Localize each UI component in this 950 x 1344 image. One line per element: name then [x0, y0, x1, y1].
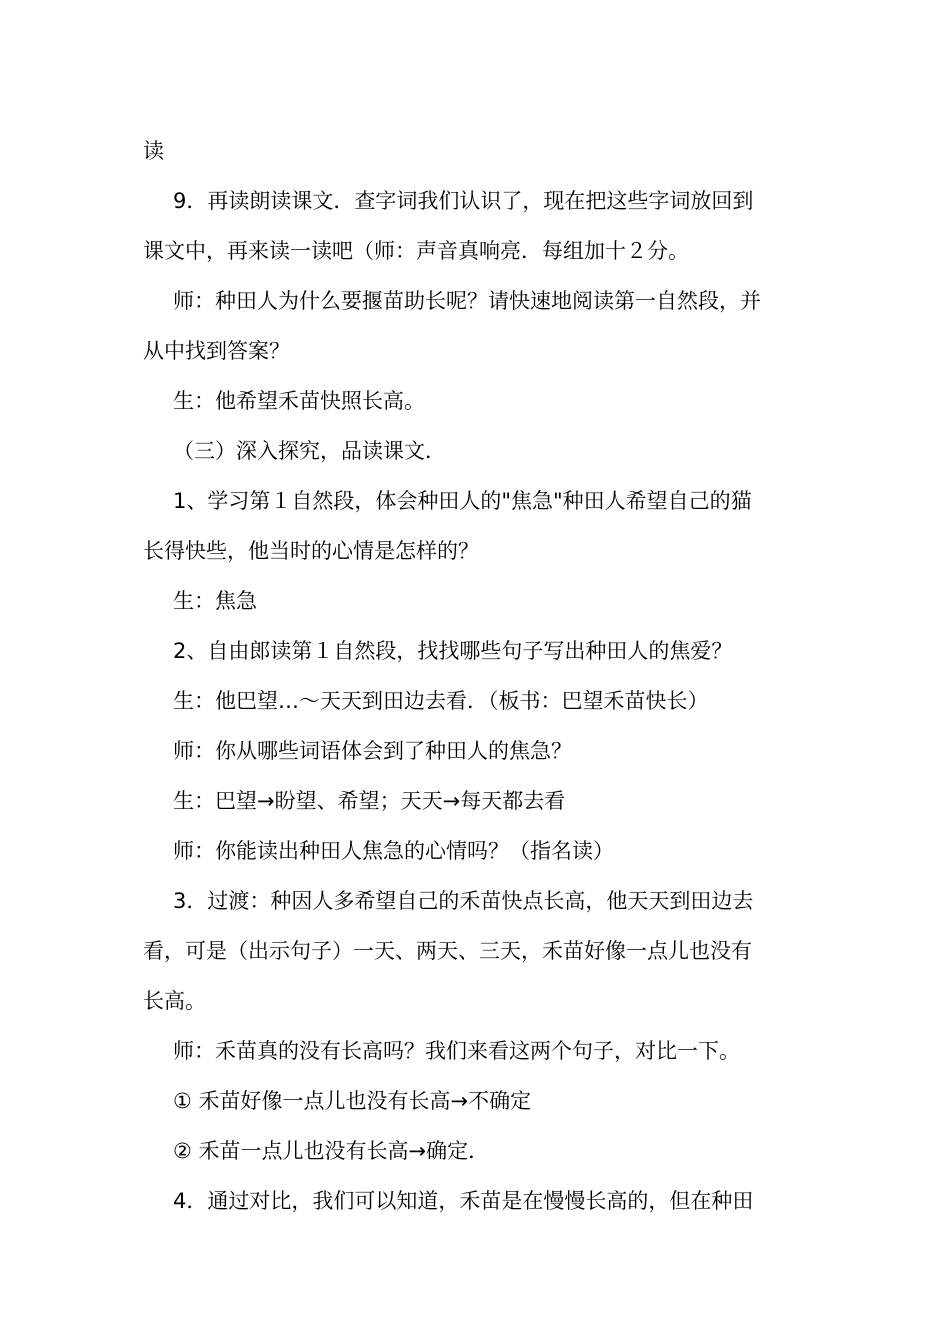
text-line: （三）深入探究，品读课文． — [173, 439, 446, 463]
text-line: 师：你从哪些词语体会到了种田人的焦急？ — [173, 739, 572, 763]
text-line: ① 禾苗好像一点儿也没有长高→不确定 — [173, 1089, 532, 1113]
text-line: 生：他巴望…～天天到田边去看．（板书：巴望禾苗快长） — [173, 689, 709, 713]
text-line: 9．再读朗读课文．查字词我们认识了，现在把这些字词放回到 — [173, 189, 754, 213]
text-line: 生：焦急 — [173, 589, 257, 613]
text-line: 师：你能读出种田人焦急的心情吗？（指名读） — [173, 839, 614, 863]
text-line: 读 — [143, 139, 164, 163]
text-line: 长高。 — [143, 989, 206, 1013]
text-line: 2、自由郎读第１自然段，找找哪些句子写出种田人的焦爱？ — [173, 639, 733, 663]
text-line: 4．通过对比，我们可以知道，禾苗是在慢慢长高的，但在种田 — [173, 1189, 754, 1213]
text-line: 3．过渡：种因人多希望自己的禾苗快点长高，他天天到田边去 — [173, 889, 754, 913]
document-body — [143, 126, 807, 1226]
text-line: 生：巴望→盼望、希望；天天→每天都去看 — [173, 789, 566, 813]
text-line: ② 禾苗一点儿也没有长高→确定． — [173, 1139, 490, 1163]
text-line: 师：种田人为什么要揠苗助长呢？请快速地阅读第一自然段，并 — [173, 289, 761, 313]
text-line: 看，可是（出示句子）一天、两天、三天，禾苗好像一点儿也没有 — [143, 939, 752, 963]
text-line: 从中找到答案？ — [143, 339, 290, 363]
text-line: 1、学习第１自然段，体会种田人的"焦急"种田人希望自己的猫 — [173, 489, 752, 513]
text-line: 生：他希望禾苗快照长高。 — [173, 389, 425, 413]
text-line: 师：禾苗真的没有长高吗？我们来看这两个句子，对比一下。 — [173, 1039, 740, 1063]
text-line: 长得快些，他当时的心情是怎样的？ — [143, 539, 479, 563]
text-line: 课文中，再来读一读吧（师：声音真响亮．每组加十２分。 — [143, 239, 689, 263]
